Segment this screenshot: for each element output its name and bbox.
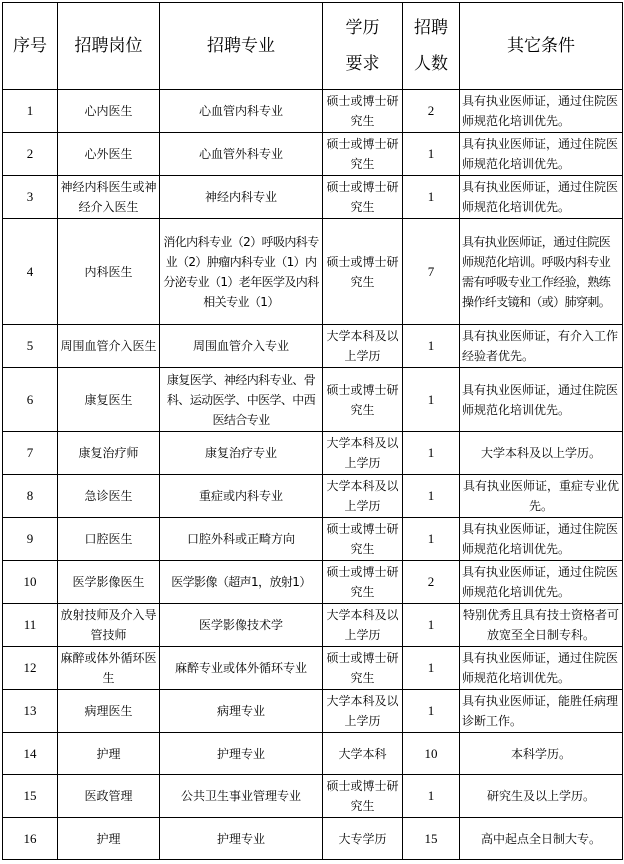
- cell-education: 大学本科及以上学历: [323, 690, 403, 733]
- table-row: [3, 219, 623, 325]
- cell-education: 大学本科及以上学历: [323, 475, 403, 518]
- table-row: [3, 368, 623, 432]
- cell-seq: 8: [3, 475, 58, 518]
- cell-major: 心血管内科专业: [160, 90, 323, 133]
- cell-count: 1: [403, 133, 460, 176]
- cell-seq: 2: [3, 133, 58, 176]
- cell-count: 1: [403, 432, 460, 475]
- cell-count: 10: [403, 733, 460, 775]
- cell-position: 医学影像医生: [58, 561, 160, 604]
- cell-count: 2: [403, 90, 460, 133]
- cell-major: 公共卫生事业管理专业: [160, 775, 323, 818]
- cell-major: 重症或内科专业: [160, 475, 323, 518]
- cell-count: 7: [403, 219, 460, 325]
- header-other: 其它条件: [460, 3, 623, 90]
- table-row: [3, 90, 623, 133]
- cell-seq: 7: [3, 432, 58, 475]
- cell-other: 具有执业医师证，重症专业优先。: [460, 475, 623, 518]
- header-education: 学历要求: [323, 3, 403, 90]
- cell-major: 消化内科专业（2）呼吸内科专业（2）肿瘤内科专业（1）内分泌专业（1）老年医学及内科相关专业（1）: [160, 219, 323, 325]
- cell-count: 1: [403, 176, 460, 219]
- cell-education: 硕士或博士研究生: [323, 219, 403, 325]
- cell-education: 大学本科及以上学历: [323, 604, 403, 647]
- table-row: [3, 733, 623, 775]
- cell-position: 心内医生: [58, 90, 160, 133]
- cell-position: 心外医生: [58, 133, 160, 176]
- cell-major: 周围血管介入专业: [160, 325, 323, 368]
- cell-count: 1: [403, 690, 460, 733]
- cell-education: 硕士或博士研究生: [323, 647, 403, 690]
- cell-position: 护理: [58, 818, 160, 860]
- table-row: [3, 432, 623, 475]
- cell-major: 康复医学、神经内科专业、骨科、运动医学、中医学、中西医结合专业: [160, 368, 323, 432]
- cell-major: 医学影像（超声1，放射1）: [160, 561, 323, 604]
- table-row: [3, 690, 623, 733]
- cell-other: 具有执业医师证，能胜任病理诊断工作。: [460, 690, 623, 733]
- cell-seq: 6: [3, 368, 58, 432]
- cell-major: 护理专业: [160, 733, 323, 775]
- cell-count: 1: [403, 475, 460, 518]
- cell-other: 本科学历。: [460, 733, 623, 775]
- cell-education: 大学本科及以上学历: [323, 432, 403, 475]
- cell-other: 具有执业医师证，通过住院医师规范化培训优先。: [460, 133, 623, 176]
- cell-other: 大学本科及以上学历。: [460, 432, 623, 475]
- cell-position: 护理: [58, 733, 160, 775]
- cell-count: 1: [403, 325, 460, 368]
- cell-other: 具有执业医师证，通过住院医师规范化培训优先。: [460, 368, 623, 432]
- cell-education: 大学本科: [323, 733, 403, 775]
- header-row: [3, 3, 623, 90]
- cell-seq: 1: [3, 90, 58, 133]
- cell-other: 具有执业医师证，通过住院医师规范化培训优先。: [460, 518, 623, 561]
- cell-major: 麻醉专业或体外循环专业: [160, 647, 323, 690]
- cell-education: 硕士或博士研究生: [323, 518, 403, 561]
- table-row: [3, 133, 623, 176]
- cell-seq: 10: [3, 561, 58, 604]
- cell-position: 神经内科医生或神经介入医生: [58, 176, 160, 219]
- cell-education: 硕士或博士研究生: [323, 133, 403, 176]
- cell-seq: 15: [3, 775, 58, 818]
- cell-count: 1: [403, 775, 460, 818]
- cell-position: 病理医生: [58, 690, 160, 733]
- cell-seq: 9: [3, 518, 58, 561]
- cell-seq: 5: [3, 325, 58, 368]
- table-row: [3, 647, 623, 690]
- cell-position: 口腔医生: [58, 518, 160, 561]
- cell-other: 高中起点全日制大专。: [460, 818, 623, 860]
- cell-count: 1: [403, 368, 460, 432]
- cell-seq: 11: [3, 604, 58, 647]
- cell-major: 病理专业: [160, 690, 323, 733]
- table-row: [3, 604, 623, 647]
- cell-position: 内科医生: [58, 219, 160, 325]
- cell-count: 15: [403, 818, 460, 860]
- cell-other: 具有执业医师证，通过住院医师规范化培训优先。: [460, 90, 623, 133]
- cell-position: 放射技师及介入导管技师: [58, 604, 160, 647]
- cell-other: 具有执业医师证，通过住院医师规范化培训优先。: [460, 176, 623, 219]
- cell-position: 医政管理: [58, 775, 160, 818]
- cell-education: 硕士或博士研究生: [323, 775, 403, 818]
- header-position: 招聘岗位: [58, 3, 160, 90]
- cell-other: 具有执业医师证，通过住院医师规范化培训优先。: [460, 561, 623, 604]
- cell-count: 2: [403, 561, 460, 604]
- cell-position: 周围血管介入医生: [58, 325, 160, 368]
- cell-seq: 3: [3, 176, 58, 219]
- cell-seq: 13: [3, 690, 58, 733]
- header-count: 招聘人数: [403, 3, 460, 90]
- cell-position: 康复医生: [58, 368, 160, 432]
- cell-count: 1: [403, 518, 460, 561]
- cell-education: 硕士或博士研究生: [323, 176, 403, 219]
- cell-major: 心血管外科专业: [160, 133, 323, 176]
- cell-count: 1: [403, 604, 460, 647]
- cell-other: 具有执业医师证，有介入工作经验者优先。: [460, 325, 623, 368]
- table-row: [3, 325, 623, 368]
- cell-count: 1: [403, 647, 460, 690]
- table-row: [3, 518, 623, 561]
- cell-major: 护理专业: [160, 818, 323, 860]
- cell-major: 神经内科专业: [160, 176, 323, 219]
- table-row: [3, 475, 623, 518]
- recruitment-table: [2, 2, 623, 860]
- cell-seq: 4: [3, 219, 58, 325]
- cell-education: 硕士或博士研究生: [323, 368, 403, 432]
- cell-position: 麻醉或体外循环医生: [58, 647, 160, 690]
- header-major: 招聘专业: [160, 3, 323, 90]
- table-row: [3, 818, 623, 860]
- cell-major: 康复治疗专业: [160, 432, 323, 475]
- cell-seq: 16: [3, 818, 58, 860]
- cell-education: 大学本科及以上学历: [323, 325, 403, 368]
- cell-other: 研究生及以上学历。: [460, 775, 623, 818]
- cell-major: 医学影像技术学: [160, 604, 323, 647]
- cell-other: 具有执业医师证，通过住院医师规范化培训。呼吸内科专业需有呼吸专业工作经验，熟练操作纤支镜和（或）肺穿刺。: [460, 219, 623, 325]
- cell-position: 急诊医生: [58, 475, 160, 518]
- cell-education: 硕士或博士研究生: [323, 90, 403, 133]
- cell-education: 大专学历: [323, 818, 403, 860]
- cell-major: 口腔外科或正畸方向: [160, 518, 323, 561]
- cell-seq: 14: [3, 733, 58, 775]
- table-row: [3, 176, 623, 219]
- cell-other: 特别优秀且具有技士资格者可放宽至全日制专科。: [460, 604, 623, 647]
- cell-other: 具有执业医师证，通过住院医师规范化培训优先。: [460, 647, 623, 690]
- header-seq: 序号: [3, 3, 58, 90]
- table-row: [3, 561, 623, 604]
- cell-seq: 12: [3, 647, 58, 690]
- table-row: [3, 775, 623, 818]
- cell-position: 康复治疗师: [58, 432, 160, 475]
- cell-education: 硕士或博士研究生: [323, 561, 403, 604]
